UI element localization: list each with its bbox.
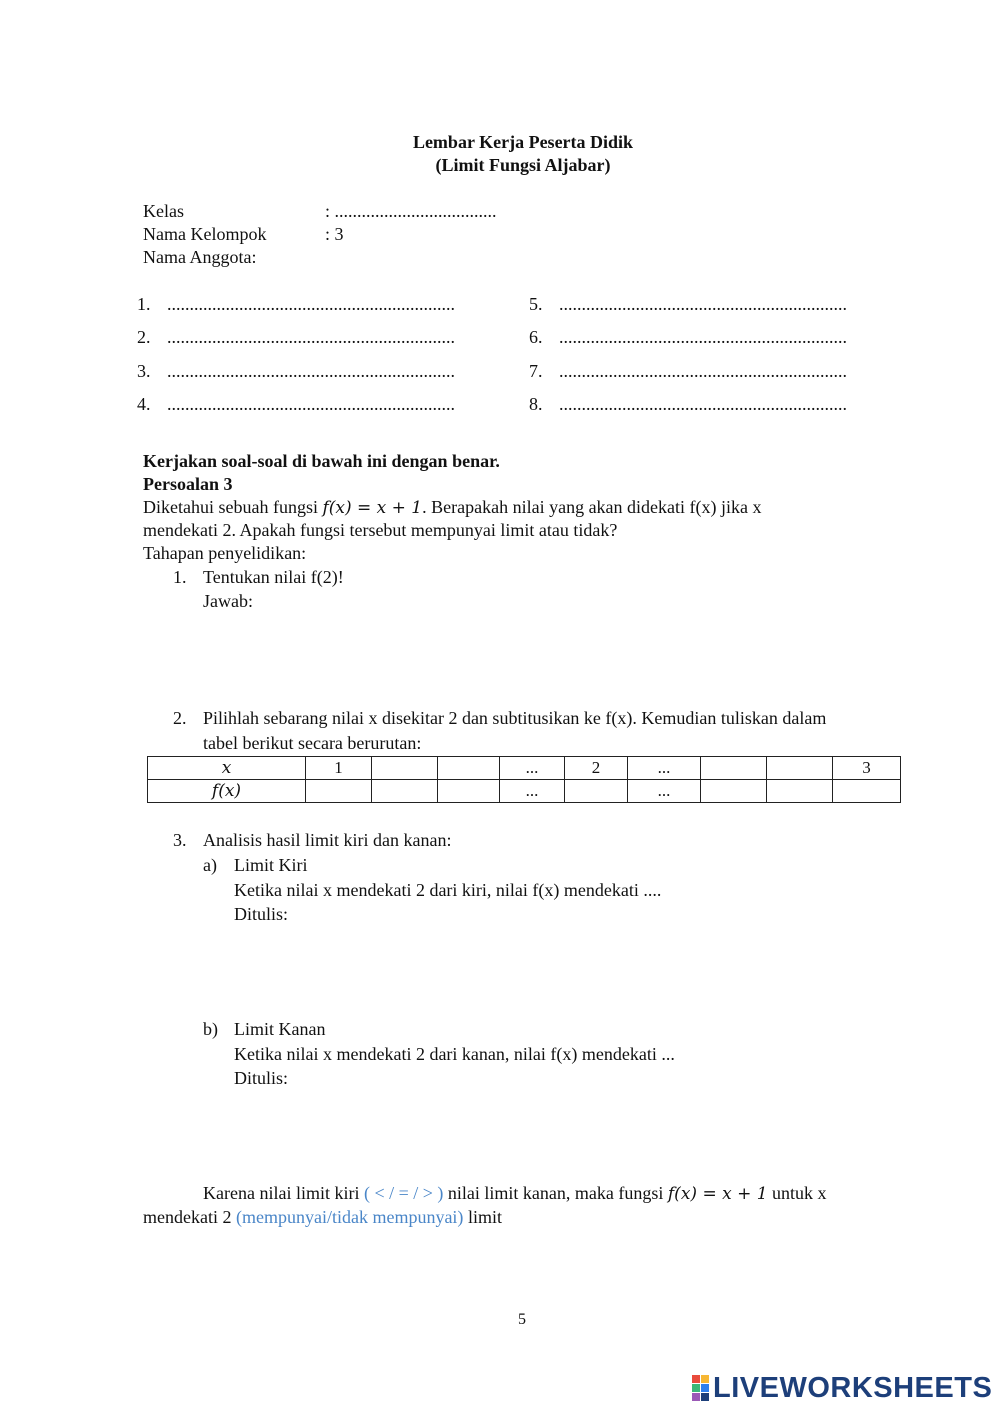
member-field[interactable]: ................................................................ [559,294,847,314]
kelas-label: Kelas [143,201,184,221]
member-field[interactable]: ................................................................ [167,394,455,414]
table-cell-input[interactable] [372,780,438,803]
conclusion-text: nilai limit kanan, maka fungsi [443,1183,668,1203]
problem-text-pre: Diketahui sebuah fungsi [143,497,323,517]
problem-statement-line1 [143,497,762,518]
table-cell-input[interactable] [767,757,833,780]
table-cell-input[interactable] [767,780,833,803]
limit-kiri-text: Ketika nilai x mendekati 2 dari kiri, nilai f(x) mendekati .... [234,880,662,900]
subitem-label-a: a) [203,855,217,875]
liveworksheets-logo[interactable] [692,1372,992,1404]
member-number: 6. [529,327,543,347]
member-number: 3. [137,361,151,381]
conclusion-text: Karena nilai limit kiri [203,1183,364,1203]
member-number: 5. [529,294,543,314]
table-cell: 2 [565,757,628,780]
values-table [147,756,901,803]
kelompok-label: Nama Kelompok [143,224,267,244]
instruction-heading: Kerjakan soal-soal di bawah ini dengan benar. [143,451,500,471]
member-number: 7. [529,361,543,381]
table-row-x [148,757,901,780]
table-cell-input[interactable] [438,780,500,803]
member-field[interactable]: ................................................................ [559,327,847,347]
table-cell: ... [500,757,565,780]
function-formula: f(x) = x + 1 [667,1184,768,1204]
limit-kiri-written-label: Ditulis: [234,904,289,924]
limit-existence-choice[interactable]: (mempunyai/tidak mempunyai) [235,1207,464,1227]
member-field[interactable]: ................................................................ [559,361,847,381]
conclusion-text: untuk x [767,1183,827,1203]
conclusion-text: mendekati 2 [143,1207,236,1227]
function-formula: f(x) = x + 1 [322,498,423,518]
step1-answer-label: Jawab: [203,591,253,611]
problem-title: Persoalan 3 [143,474,233,494]
member-number: 4. [137,394,151,414]
steps-label: Tahapan penyelidikan: [143,543,307,563]
member-number: 2. [137,327,151,347]
limit-kanan-written-label: Ditulis: [234,1068,289,1088]
table-cell: 3 [833,757,901,780]
table-cell-input[interactable] [306,780,372,803]
subitem-label-b: b) [203,1019,218,1039]
kelompok-field[interactable]: : 3 [325,224,344,244]
member-field[interactable]: ................................................................ [559,394,847,414]
comparison-choice[interactable]: ( < / = / > ) [363,1183,444,1203]
anggota-label: Nama Anggota: [143,247,257,267]
member-field[interactable]: ................................................................ [167,327,455,347]
limit-kanan-title: Limit Kanan [234,1019,326,1039]
conclusion-text: limit [463,1207,502,1227]
limit-kiri-title: Limit Kiri [234,855,308,875]
logo-text: LIVEWORKSHEETS [713,1371,993,1404]
limit-kanan-text: Ketika nilai x mendekati 2 dari kanan, nilai f(x) mendekati ... [234,1044,675,1064]
problem-text-post: . Berapakah nilai yang akan didekati f(x) jika x [422,497,762,517]
table-cell: ... [628,780,701,803]
row-label-fx: f(x) [148,780,306,803]
page-number: 5 [518,1311,526,1328]
page-title: Lembar Kerja Peserta Didik [412,132,634,152]
table-row-fx [148,780,901,803]
step-number: 1. [173,567,187,587]
member-field[interactable]: ................................................................ [167,361,455,381]
member-number: 8. [529,394,543,414]
member-field[interactable]: ................................................................ [167,294,455,314]
conclusion-line1 [203,1183,827,1204]
table-cell-input[interactable] [565,780,628,803]
table-cell-input[interactable] [833,780,901,803]
step2-text-line1: Pilihlah sebarang nilai x disekitar 2 dan subtitusikan ke f(x). Kemudian tuliskan dalam [203,708,827,728]
logo-mark-icon [692,1375,709,1401]
row-label-x: x [148,757,306,780]
table-cell: ... [628,757,701,780]
step-number: 3. [173,830,187,850]
page-subtitle: (Limit Fungsi Aljabar) [435,155,611,175]
table-cell-input[interactable] [701,757,767,780]
step-number: 2. [173,708,187,728]
step3-text: Analisis hasil limit kiri dan kanan: [203,830,452,850]
table-cell: ... [500,780,565,803]
step2-text-line2: tabel berikut secara berurutan: [203,733,422,753]
table-cell-input[interactable] [438,757,500,780]
problem-statement-line2: mendekati 2. Apakah fungsi tersebut mempunyai limit atau tidak? [143,520,618,540]
table-cell-input[interactable] [701,780,767,803]
table-cell: 1 [306,757,372,780]
conclusion-line2 [143,1207,502,1228]
member-number: 1. [137,294,151,314]
kelas-field[interactable]: : .................................... [325,201,497,221]
table-cell-input[interactable] [372,757,438,780]
step1-text: Tentukan nilai f(2)! [203,567,344,587]
